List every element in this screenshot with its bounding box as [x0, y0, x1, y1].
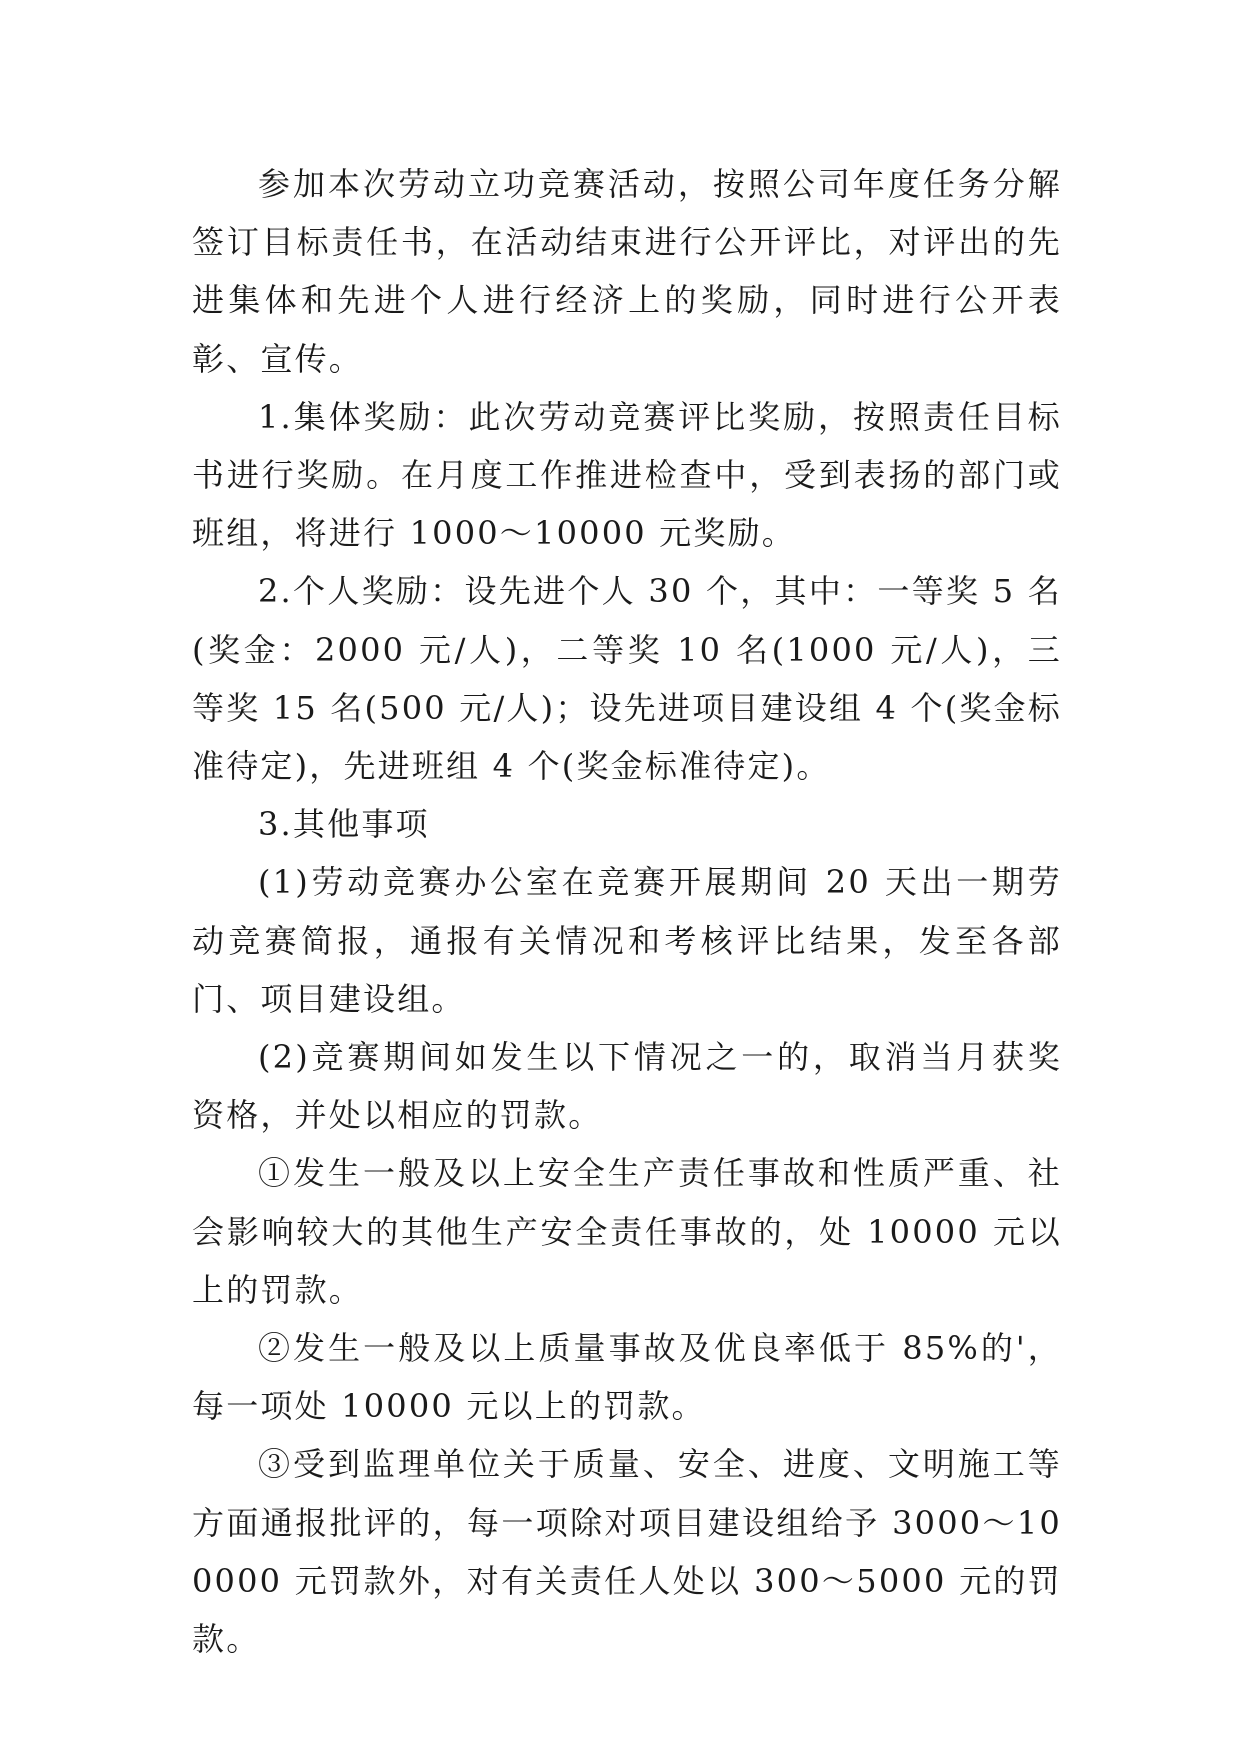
document-body [192, 155, 1062, 1668]
paragraph-penalty-quality: ②发生一般及以上质量事故及优良率低于 85%的'，每一项处 10000 元以上的罚款。 [192, 1329, 1062, 1426]
paragraph-penalty-supervision: ③受到监理单位关于质量、安全、进度、文明施工等方面通报批评的，每一项除对项目建设组给予 3000～100000 元罚款外，对有关责任人处以 300～5000 元的罚款。 [192, 1445, 1062, 1659]
paragraph-individual-reward: 2.个人奖励：设先进个人 30 个，其中：一等奖 5 名(奖金：2000 元/人)，二等奖 10 名(1000 元/人)，三等奖 15 名(500 元/人)；设先进项目建设组 4 个(奖金标准待定)，先进班组 4 个(奖金标准待定)。 [192, 572, 1062, 786]
paragraph-other-matters-heading: 3.其他事项 [258, 805, 430, 844]
paragraph-intro: 参加本次劳动立功竞赛活动，按照公司年度任务分解签订目标责任书，在活动结束进行公开评比，对评出的先进集体和先进个人进行经济上的奖励，同时进行公开表彰、宣传。 [192, 165, 1062, 378]
paragraph-item-1-bulletin: (1)劳动竞赛办公室在竞赛开展期间 20 天出一期劳动竞赛简报，通报有关情况和考核评比结果，发至各部门、项目建设组。 [192, 863, 1062, 1018]
paragraph-collective-reward: 1.集体奖励：此次劳动竞赛评比奖励，按照责任目标书进行奖励。在月度工作推进检查中，受到表扬的部门或班组，将进行 1000～10000 元奖励。 [192, 397, 1062, 553]
paragraph-item-2-disqualification: (2)竞赛期间如发生以下情况之一的，取消当月获奖资格，并处以相应的罚款。 [192, 1038, 1062, 1135]
paragraph-penalty-safety: ①发生一般及以上安全生产责任事故和性质严重、社会影响较大的其他生产安全责任事故的，处 10000 元以上的罚款。 [192, 1154, 1062, 1309]
